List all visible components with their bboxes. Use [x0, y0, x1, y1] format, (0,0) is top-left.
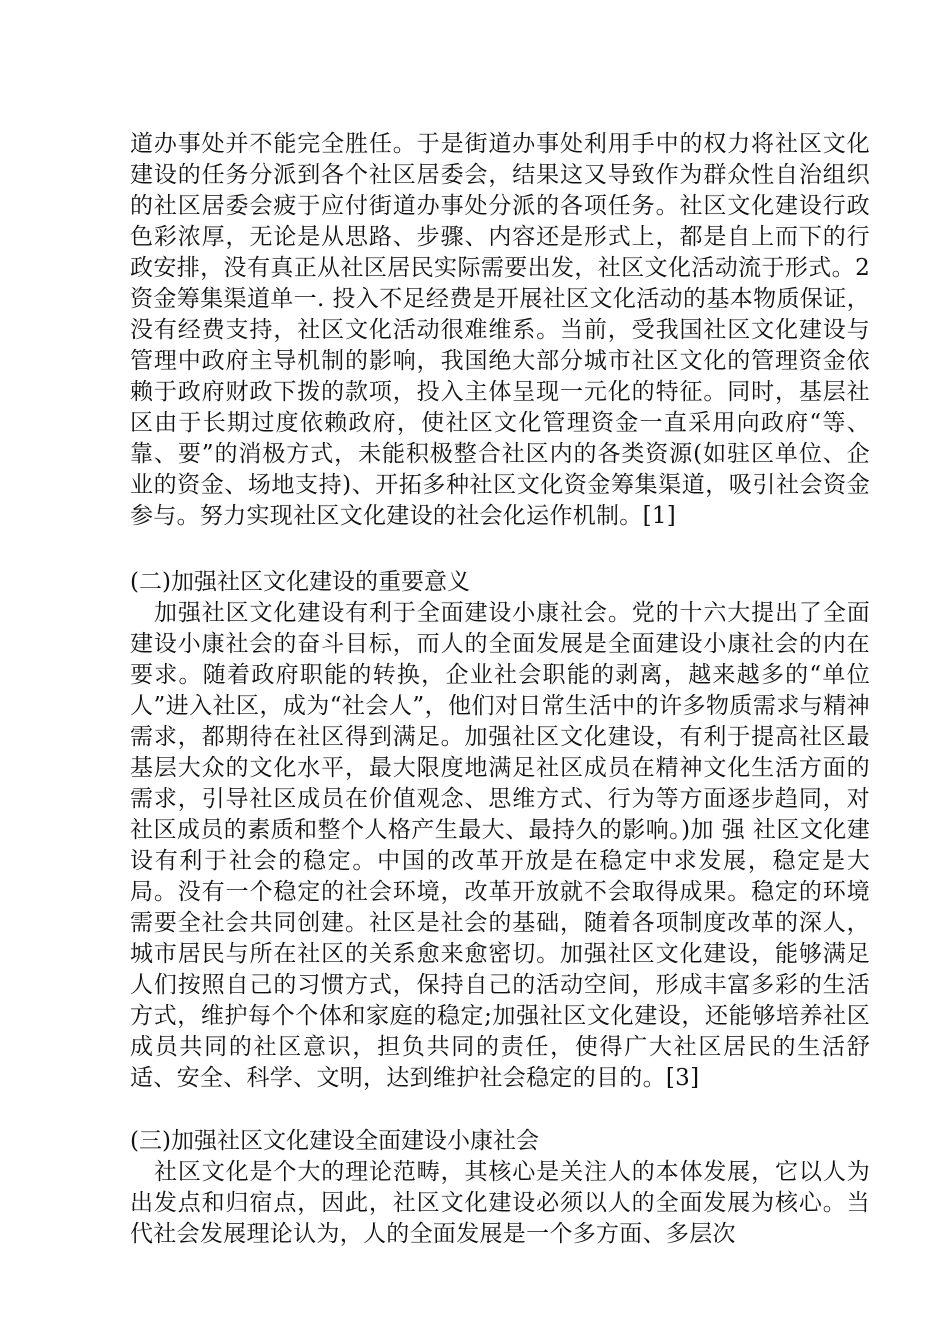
section-heading: (二)加强社区文化建设的重要意义	[130, 569, 470, 595]
body-paragraph: 社区文化是个大的理论范畴，其核心是关注人的本体发展，它以人为出发点和归宿点，因此，社区文化建设必须以人的全面发展为核心。当代社会发展理论认为，人的全面发展是一个多方面、多层次	[130, 1159, 870, 1247]
body-paragraph: 加强社区文化建设有利于全面建设小康社会。党的十六大提出了全面建设小康社会的奋斗目标，而人的全面发展是全面建设小康社会的内在要求。随着政府职能的转换，企业社会职能的剥离，越来越多的“单位人”进入社区，成为“社会人”，他们对日常生活中的许多物质需求与精神需求，都期待在社区得到满足。加强社区文化建设，有利于提高社区最基层大众的文化水平，最大限度地满足社区成员在精神文化生活方面的需求，引导社区成员在价值观念、思维方式、行为等方面逐步趋同，对社区成员的素质和整个人格产生最大、最持久的影响。)加 强 社区文化建设有利于社会的稳定。中国的改革开放是在稳定中求发展，稳定是大局。没有一个稳定的社会环境，改革开放就不会取得成果。稳定的环境需要全社会共同创建。社区是社会的基础，随着各项制度改革的深人，城市居民与所在社区的关系愈来愈密切。加强社区文化建设，能够满足人们按照自己的习惯方式，保持自己的活动空间，形成丰富多彩的生活方式，维护每个个体和家庭的稳定;加强社区文化建设，还能够培养社区成员共同的社区意识，担负共同的责任，使得广大社区居民的生活舒适、安全、科学、文明，达到维护社会稳定的目的。[3]	[130, 600, 870, 1091]
section-heading: (三)加强社区文化建设全面建设小康社会	[130, 1128, 539, 1154]
body-paragraph: 道办事处并不能完全胜任。于是街道办事处利用手中的权力将社区文化建设的任务分派到各个社区居委会，结果这又导致作为群众性自治组织的社区居委会疲于应付街道办事处分派的各项任务。社区文化建设行政色彩浓厚，无论是从思路、步骤、内容还是形式上，都是自上而下的行政安排，没有真正从社区居民实际需要出发，社区文化活动流于形式。2 资金筹集渠道单一. 投入不足经费是开展社区文化活动的基本物质保证，没有经费支持，社区文化活动很难维系。当前，受我国社区文化建设与管理中政府主导机制的影响，我国绝大部分城市社区文化的管理资金依赖于政府财政下拨的款项，投入主体呈现一元化的特征。同时，基层社区由于长期过度依赖政府，使社区文化管理资金一直采用向政府“等、靠、要”的消极方式，未能积极整合社区内的各类资源(如驻区单位、企业的资金、场地支持)、开拓多种社区文化资金筹集渠道，吸引社会资金参与。努力实现社区文化建设的社会化运作机制。[1]	[130, 131, 870, 529]
